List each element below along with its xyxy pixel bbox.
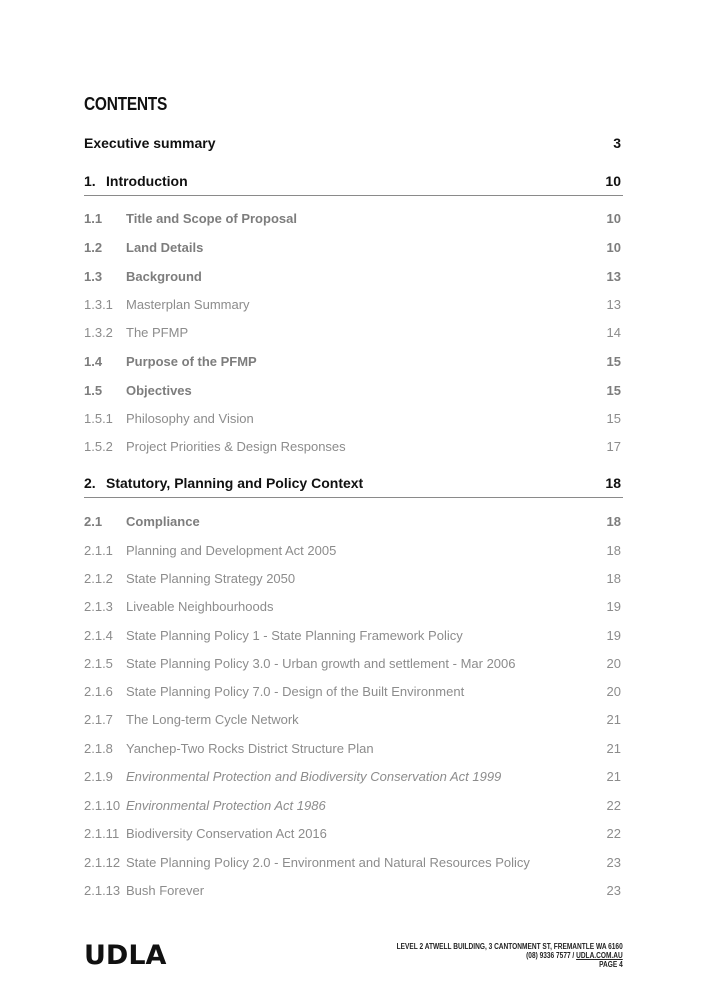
toc-entry[interactable] — [84, 475, 621, 491]
toc-entry-page: 10 — [606, 211, 621, 226]
toc-entry-page: 15 — [606, 383, 621, 398]
toc-entry-page: 22 — [606, 798, 621, 813]
toc-entry[interactable] — [84, 211, 621, 226]
toc-entry-title: Purpose of the PFMP — [126, 354, 257, 369]
toc-entry-title: Executive summary — [84, 135, 216, 151]
toc-entry[interactable] — [84, 883, 621, 898]
toc-entry-number: 1.2 — [84, 240, 103, 255]
toc-entry[interactable] — [84, 543, 621, 558]
toc-entry-number: 2.1.6 — [84, 684, 113, 699]
footer-separator: / — [570, 951, 577, 960]
toc-entry-number: 1.4 — [84, 354, 103, 369]
toc-entry-title: Environmental Protection and Biodiversity Conservation Act 1999 — [126, 769, 502, 784]
toc-entry-page: 18 — [606, 543, 621, 558]
toc-entry[interactable] — [84, 269, 621, 284]
toc-entry-title: State Planning Policy 2.0 - Environment and Natural Resources Policy — [126, 855, 530, 870]
toc-entry-page: 20 — [606, 656, 621, 671]
toc-entry-title: Title and Scope of Proposal — [126, 211, 297, 226]
toc-entry-page: 18 — [606, 514, 621, 529]
toc-entry-title: The Long-term Cycle Network — [126, 712, 299, 727]
toc-entry[interactable] — [84, 628, 621, 643]
toc-entry-page: 19 — [606, 599, 621, 614]
toc-entry-page: 19 — [606, 628, 621, 643]
footer-address: LEVEL 2 ATWELL BUILDING, 3 CANTONMENT ST, FREMANTLE WA 6160 — [396, 942, 623, 951]
toc-entry-title: State Planning Policy 3.0 - Urban growth and settlement - Mar 2006 — [126, 656, 516, 671]
toc-entry-number: 2.1.1 — [84, 543, 113, 558]
toc-entry-number: 1.3 — [84, 269, 103, 284]
toc-entry[interactable] — [84, 297, 621, 312]
toc-entry-page: 13 — [606, 297, 621, 312]
toc-entry-number: 2.1.5 — [84, 656, 113, 671]
toc-entry-title: State Planning Strategy 2050 — [126, 571, 296, 586]
toc-entry-number: 2.1.10 — [84, 798, 121, 813]
toc-entry-title: Objectives — [126, 383, 192, 398]
toc-entry-number: 1.5.1 — [84, 411, 113, 426]
toc-entry-page: 15 — [606, 354, 621, 369]
toc-entry-number: 2.1.2 — [84, 571, 113, 586]
toc-entry[interactable] — [84, 826, 621, 841]
toc-entry-page: 18 — [605, 475, 621, 491]
toc-entry-title: Statutory, Planning and Policy Context — [106, 475, 364, 491]
footer-page-number: PAGE 4 — [599, 960, 623, 969]
toc-entry-page: 22 — [606, 826, 621, 841]
toc-entry-page: 3 — [613, 135, 621, 151]
toc-entry[interactable] — [84, 514, 621, 529]
contents-heading: CONTENTS — [84, 94, 168, 114]
toc-entry[interactable] — [84, 173, 621, 189]
toc-entry[interactable] — [84, 855, 621, 870]
toc-entry[interactable] — [84, 656, 621, 671]
toc-entry-title: Background — [126, 269, 202, 284]
toc-entry-title: Bush Forever — [126, 883, 205, 898]
toc-entry[interactable] — [84, 571, 621, 586]
toc-entry-number: 2. — [84, 475, 96, 491]
footer-phone-web — [397, 951, 623, 960]
toc-entry-number: 1.3.2 — [84, 325, 113, 340]
toc-entry-number: 2.1.4 — [84, 628, 113, 643]
toc-entry-title: Liveable Neighbourhoods — [126, 599, 274, 614]
chapter-divider — [84, 195, 623, 196]
toc-entry-title: State Planning Policy 7.0 - Design of the Built Environment — [126, 684, 465, 699]
toc-entry-title: Biodiversity Conservation Act 2016 — [126, 826, 327, 841]
udla-logo: UDLA — [84, 940, 167, 971]
toc-entry-number: 2.1.12 — [84, 855, 121, 870]
chapter-divider — [84, 497, 623, 498]
toc-entry-number: 2.1.11 — [84, 826, 120, 841]
toc-entry-number: 2.1.3 — [84, 599, 113, 614]
toc-entry-number: 2.1.7 — [84, 712, 113, 727]
toc-entry-title: State Planning Policy 1 - State Planning Framework Policy — [126, 628, 463, 643]
toc-entry-title: Introduction — [106, 173, 188, 189]
toc-entry[interactable] — [84, 354, 621, 369]
toc-entry-title: Environmental Protection Act 1986 — [126, 798, 326, 813]
toc-entry-page: 15 — [606, 411, 621, 426]
toc-entry[interactable] — [84, 135, 621, 151]
toc-entry[interactable] — [84, 684, 621, 699]
toc-entry-page: 23 — [606, 855, 621, 870]
toc-entry-page: 21 — [606, 712, 621, 727]
toc-entry[interactable] — [84, 325, 621, 340]
toc-entry[interactable] — [84, 439, 621, 454]
toc-entry-title: Project Priorities & Design Responses — [126, 439, 346, 454]
footer-phone: (08) 9336 7577 — [526, 951, 571, 960]
toc-entry-number: 2.1.8 — [84, 741, 113, 756]
footer-website-link[interactable]: UDLA.COM.AU — [576, 951, 623, 960]
toc-entry-page: 13 — [606, 269, 621, 284]
toc-entry-page: 17 — [606, 439, 621, 454]
toc-entry-title: Land Details — [126, 240, 204, 255]
toc-entry-number: 1.3.1 — [84, 297, 113, 312]
toc-entry[interactable] — [84, 798, 621, 813]
toc-entry[interactable] — [84, 411, 621, 426]
toc-entry-title: Philosophy and Vision — [126, 411, 254, 426]
toc-entry-number: 2.1 — [84, 514, 103, 529]
toc-entry-page: 21 — [606, 769, 621, 784]
toc-entry-number: 1.1 — [84, 211, 103, 226]
toc-entry-page: 10 — [606, 240, 621, 255]
toc-entry[interactable] — [84, 741, 621, 756]
toc-entry-page: 14 — [606, 325, 621, 340]
toc-entry-page: 18 — [606, 571, 621, 586]
toc-entry-title: Planning and Development Act 2005 — [126, 543, 337, 558]
toc-entry-page: 23 — [606, 883, 621, 898]
toc-entry-number: 2.1.9 — [84, 769, 113, 784]
toc-entry-page: 21 — [606, 741, 621, 756]
toc-entry[interactable] — [84, 712, 621, 727]
toc-entry-title: The PFMP — [126, 325, 189, 340]
toc-entry[interactable] — [84, 240, 621, 255]
toc-entry[interactable] — [84, 769, 621, 784]
toc-entry[interactable] — [84, 383, 621, 398]
toc-entry-page: 20 — [606, 684, 621, 699]
footer-contact — [397, 942, 623, 969]
toc-entry-number: 1.5 — [84, 383, 103, 398]
toc-entry-title: Masterplan Summary — [126, 297, 250, 312]
toc-entry-title: Yanchep-Two Rocks District Structure Plan — [126, 741, 374, 756]
toc-entry-number: 1. — [84, 173, 96, 189]
toc-entry-title: Compliance — [126, 514, 200, 529]
toc-entry-number: 1.5.2 — [84, 439, 113, 454]
toc-entry[interactable] — [84, 599, 621, 614]
toc-entry-page: 10 — [605, 173, 621, 189]
toc-entry-number: 2.1.13 — [84, 883, 121, 898]
